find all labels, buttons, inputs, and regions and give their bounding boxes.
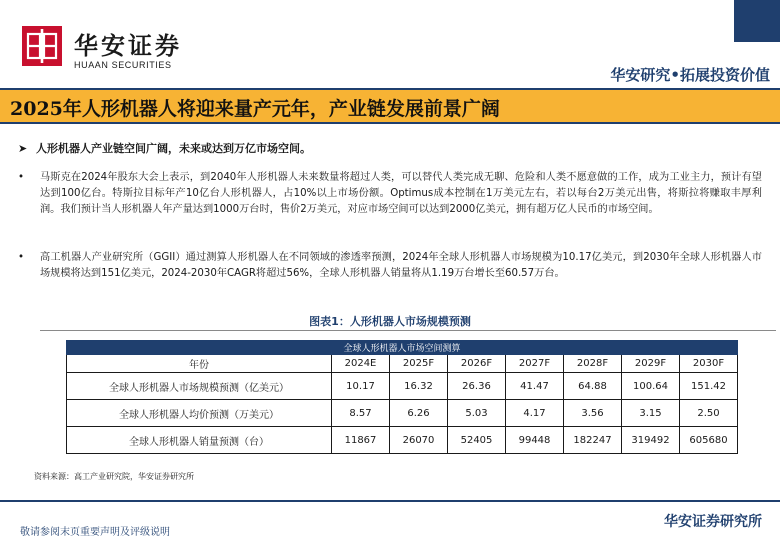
table-cell: 319492 [622, 427, 680, 454]
year-header: 2025F [390, 355, 448, 373]
table-row [67, 400, 738, 427]
table-header-row [67, 355, 738, 373]
disclaimer-link[interactable]: 敬请参阅末页重要声明及评级说明 [20, 527, 170, 538]
table-cell: 26070 [390, 427, 448, 454]
table-cell: 41.47 [506, 373, 564, 400]
paragraph-text: 马斯克在2024年股东大会上表示，到2040年人形机器人未来数量将超过人类，可以替代人类完成无聊、危险和人类不愿意做的工作，成为工业主力，预计有望达到100亿台。特斯拉目标年产10亿台人形机器人，占10%以上市场份额。Optimus成本控制在1万美元左右，若以每台2万美元出售，将斯拉将赚取丰厚利润。我们预计当人形机器人年产量达到1000万台时，售价2万美元，对应市场空间可以达到2000亿美元，拥有超万亿人民币的市场空间。 [40, 172, 762, 215]
bullet-dot-icon: • [18, 252, 25, 263]
figure-title: 图表1：人形机器人市场规模预测 [309, 315, 471, 328]
page-title: 2025年人形机器人将迎来量产元年，产业链发展前景广阔 [10, 98, 500, 120]
table-cell: 182247 [564, 427, 622, 454]
main-point-text: 人形机器人产业链空间广阔，未来或达到万亿市场空间。 [36, 142, 311, 155]
table-cell: 10.17 [332, 373, 390, 400]
table-row [67, 427, 738, 454]
source-note: 资料来源：高工产业研究院，华安证券研究所 [34, 472, 194, 481]
logo-chinese-name: 华安证券 [74, 31, 182, 60]
row-label: 全球人形机器人销量预测（台） [67, 427, 332, 454]
year-header: 2028F [564, 355, 622, 373]
paragraph-text: 高工机器人产业研究所（GGII）通过测算人形机器人在不同领域的渗透率预测，2024年全球人形机器人市场规模为10.17亿美元，到2030年全球人形机器人市场规模将达到151亿美元，2024-2030年CAGR将超过56%，全球人形机器人销量将从1.19万台增长至60.57万台。 [40, 252, 762, 279]
main-point [18, 140, 311, 156]
table-cell: 3.15 [622, 400, 680, 427]
table-caption: 全球人形机器人市场空间测算 [67, 341, 738, 355]
footer-brand: 华安证券研究所 [664, 514, 762, 530]
year-header: 2027F [506, 355, 564, 373]
table-cell: 5.03 [448, 400, 506, 427]
table-cell: 11867 [332, 427, 390, 454]
table-cell: 26.36 [448, 373, 506, 400]
paragraph-2 [18, 250, 762, 282]
table-cell: 100.64 [622, 373, 680, 400]
paragraph-1 [18, 170, 762, 218]
logo-english-name: HUAAN SECURITIES [74, 60, 172, 70]
series-title: 华安研究•拓展投资价值 [610, 66, 770, 84]
table-cell: 6.26 [390, 400, 448, 427]
figure-divider [40, 330, 776, 331]
table-cell: 3.56 [564, 400, 622, 427]
table-cell: 2.50 [680, 400, 738, 427]
table-cell: 16.32 [390, 373, 448, 400]
table-cell: 151.42 [680, 373, 738, 400]
table-cell: 8.57 [332, 400, 390, 427]
footer-divider [0, 500, 780, 502]
row-label: 全球人形机器人市场规模预测（亿美元） [67, 373, 332, 400]
bullet-dot-icon: • [18, 172, 25, 183]
table-cell: 4.17 [506, 400, 564, 427]
header-label: 年份 [67, 355, 332, 373]
row-label: 全球人形机器人均价预测（万美元） [67, 400, 332, 427]
table-row [67, 373, 738, 400]
year-header: 2029F [622, 355, 680, 373]
market-forecast-table [66, 340, 738, 454]
year-header: 2026F [448, 355, 506, 373]
table-cell: 99448 [506, 427, 564, 454]
year-header: 2024E [332, 355, 390, 373]
logo-emblem-icon [22, 26, 62, 66]
top-accent-block [734, 0, 780, 42]
year-header: 2030F [680, 355, 738, 373]
table-cell: 605680 [680, 427, 738, 454]
arrow-bullet-icon: ➤ [18, 142, 28, 155]
company-logo [14, 16, 204, 74]
table-cell: 64.88 [564, 373, 622, 400]
table-cell: 52405 [448, 427, 506, 454]
title-divider-bottom [0, 122, 780, 124]
